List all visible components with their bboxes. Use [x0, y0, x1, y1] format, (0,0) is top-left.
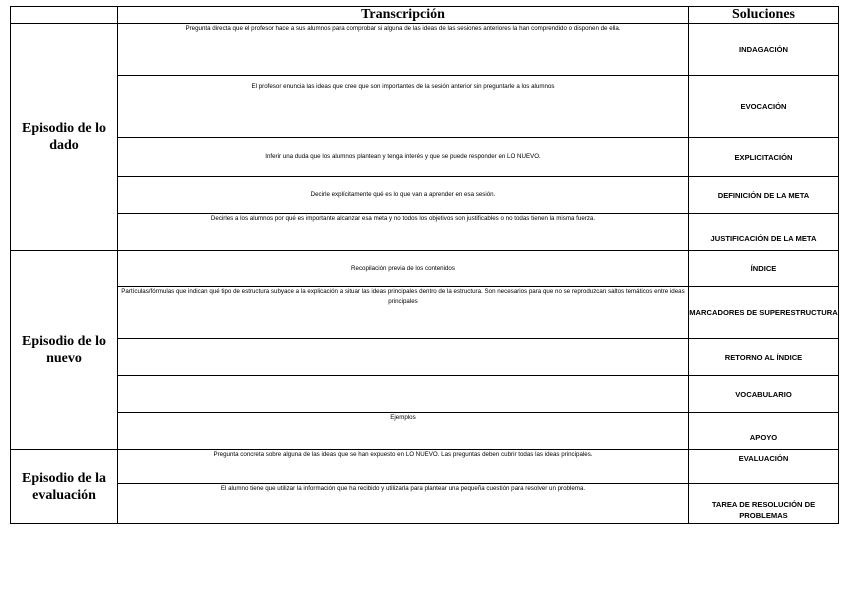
- table-row: [11, 24, 839, 76]
- table-row: [11, 484, 839, 524]
- header-transcription: Transcripción: [118, 7, 689, 24]
- table-row: [11, 214, 839, 251]
- transcription-cell: Decirles a los alumnos por qué es importante alcanzar esa meta y no todos los objetivos son justificables o no todas tienen la misma fuerza.: [118, 214, 689, 251]
- table-row: [11, 251, 839, 287]
- table-row: [11, 339, 839, 376]
- table-row: [11, 177, 839, 214]
- header-solutions: Soluciones: [689, 7, 839, 24]
- transcription-cell: Decirle explícitamente qué es lo que van a aprender en esa sesión.: [118, 177, 689, 214]
- table-row: [11, 287, 839, 339]
- transcription-cell: [118, 339, 689, 376]
- episode-title-dado: Episodio de lo dado: [11, 24, 118, 251]
- solution-evaluacion: EVALUACIÓN: [689, 450, 839, 484]
- solution-indice: ÍNDICE: [689, 251, 839, 287]
- transcription-cell: [118, 376, 689, 413]
- transcription-cell: Partículas/fórmulas que indican qué tipo de estructura subyace a la explicación a situar las ideas principales dentro de la estructura. Son necesarios para que no se reproduzcan saltos temáticos entre ideas principales: [118, 287, 689, 339]
- transcription-cell: El profesor enuncia las ideas que cree que son importantes de la sesión anterior sin preguntarle a los alumnos: [118, 76, 689, 138]
- transcription-cell: Recopilación previa de los contenidos: [118, 251, 689, 287]
- transcription-cell: El alumno tiene que utilizar la información que ha recibido y utilizarla para plantear una pequeña cuestión para resolver un problema.: [118, 484, 689, 524]
- header-row: [11, 7, 839, 24]
- table-row: [11, 76, 839, 138]
- solution-tarea-problemas: TAREA DE RESOLUCIÓN DE PROBLEMAS: [689, 484, 839, 524]
- solution-evocacion: EVOCACIÓN: [689, 76, 839, 138]
- solution-marcadores: MARCADORES DE SUPERESTRUCTURA: [689, 287, 839, 339]
- solution-vocabulario: VOCABULARIO: [689, 376, 839, 413]
- episode-title-evaluacion: Episodio de la evaluación: [11, 450, 118, 524]
- header-empty-cell: [11, 7, 118, 24]
- transcription-cell: Ejemplos: [118, 413, 689, 450]
- table-row: [11, 450, 839, 484]
- table-row: [11, 413, 839, 450]
- table-row: [11, 376, 839, 413]
- solution-apoyo: APOYO: [689, 413, 839, 450]
- transcription-cell: Inferir una duda que los alumnos plantean y tenga interés y que se puede responder en LO NUEVO.: [118, 138, 689, 177]
- table-row: [11, 138, 839, 177]
- solution-explicitacion: EXPLICITACIÓN: [689, 138, 839, 177]
- solution-retorno-indice: RETORNO AL ÍNDICE: [689, 339, 839, 376]
- didactic-episodes-table: [10, 6, 839, 524]
- solution-indagacion: INDAGACIÓN: [689, 24, 839, 76]
- transcription-cell: Pregunta concreta sobre alguna de las ideas que se han expuesto en LO NUEVO. Las preguntas deben cubrir todas las ideas principales.: [118, 450, 689, 484]
- solution-definicion-meta: DEFINICIÓN DE LA META: [689, 177, 839, 214]
- episode-title-nuevo: Episodio de lo nuevo: [11, 251, 118, 450]
- transcription-cell: Pregunta directa que el profesor hace a sus alumnos para comprobar si alguna de las ideas de las sesiones anteriores la han comprendido o disponen de ella.: [118, 24, 689, 76]
- solution-justificacion-meta: JUSTIFICACIÓN DE LA META: [689, 214, 839, 251]
